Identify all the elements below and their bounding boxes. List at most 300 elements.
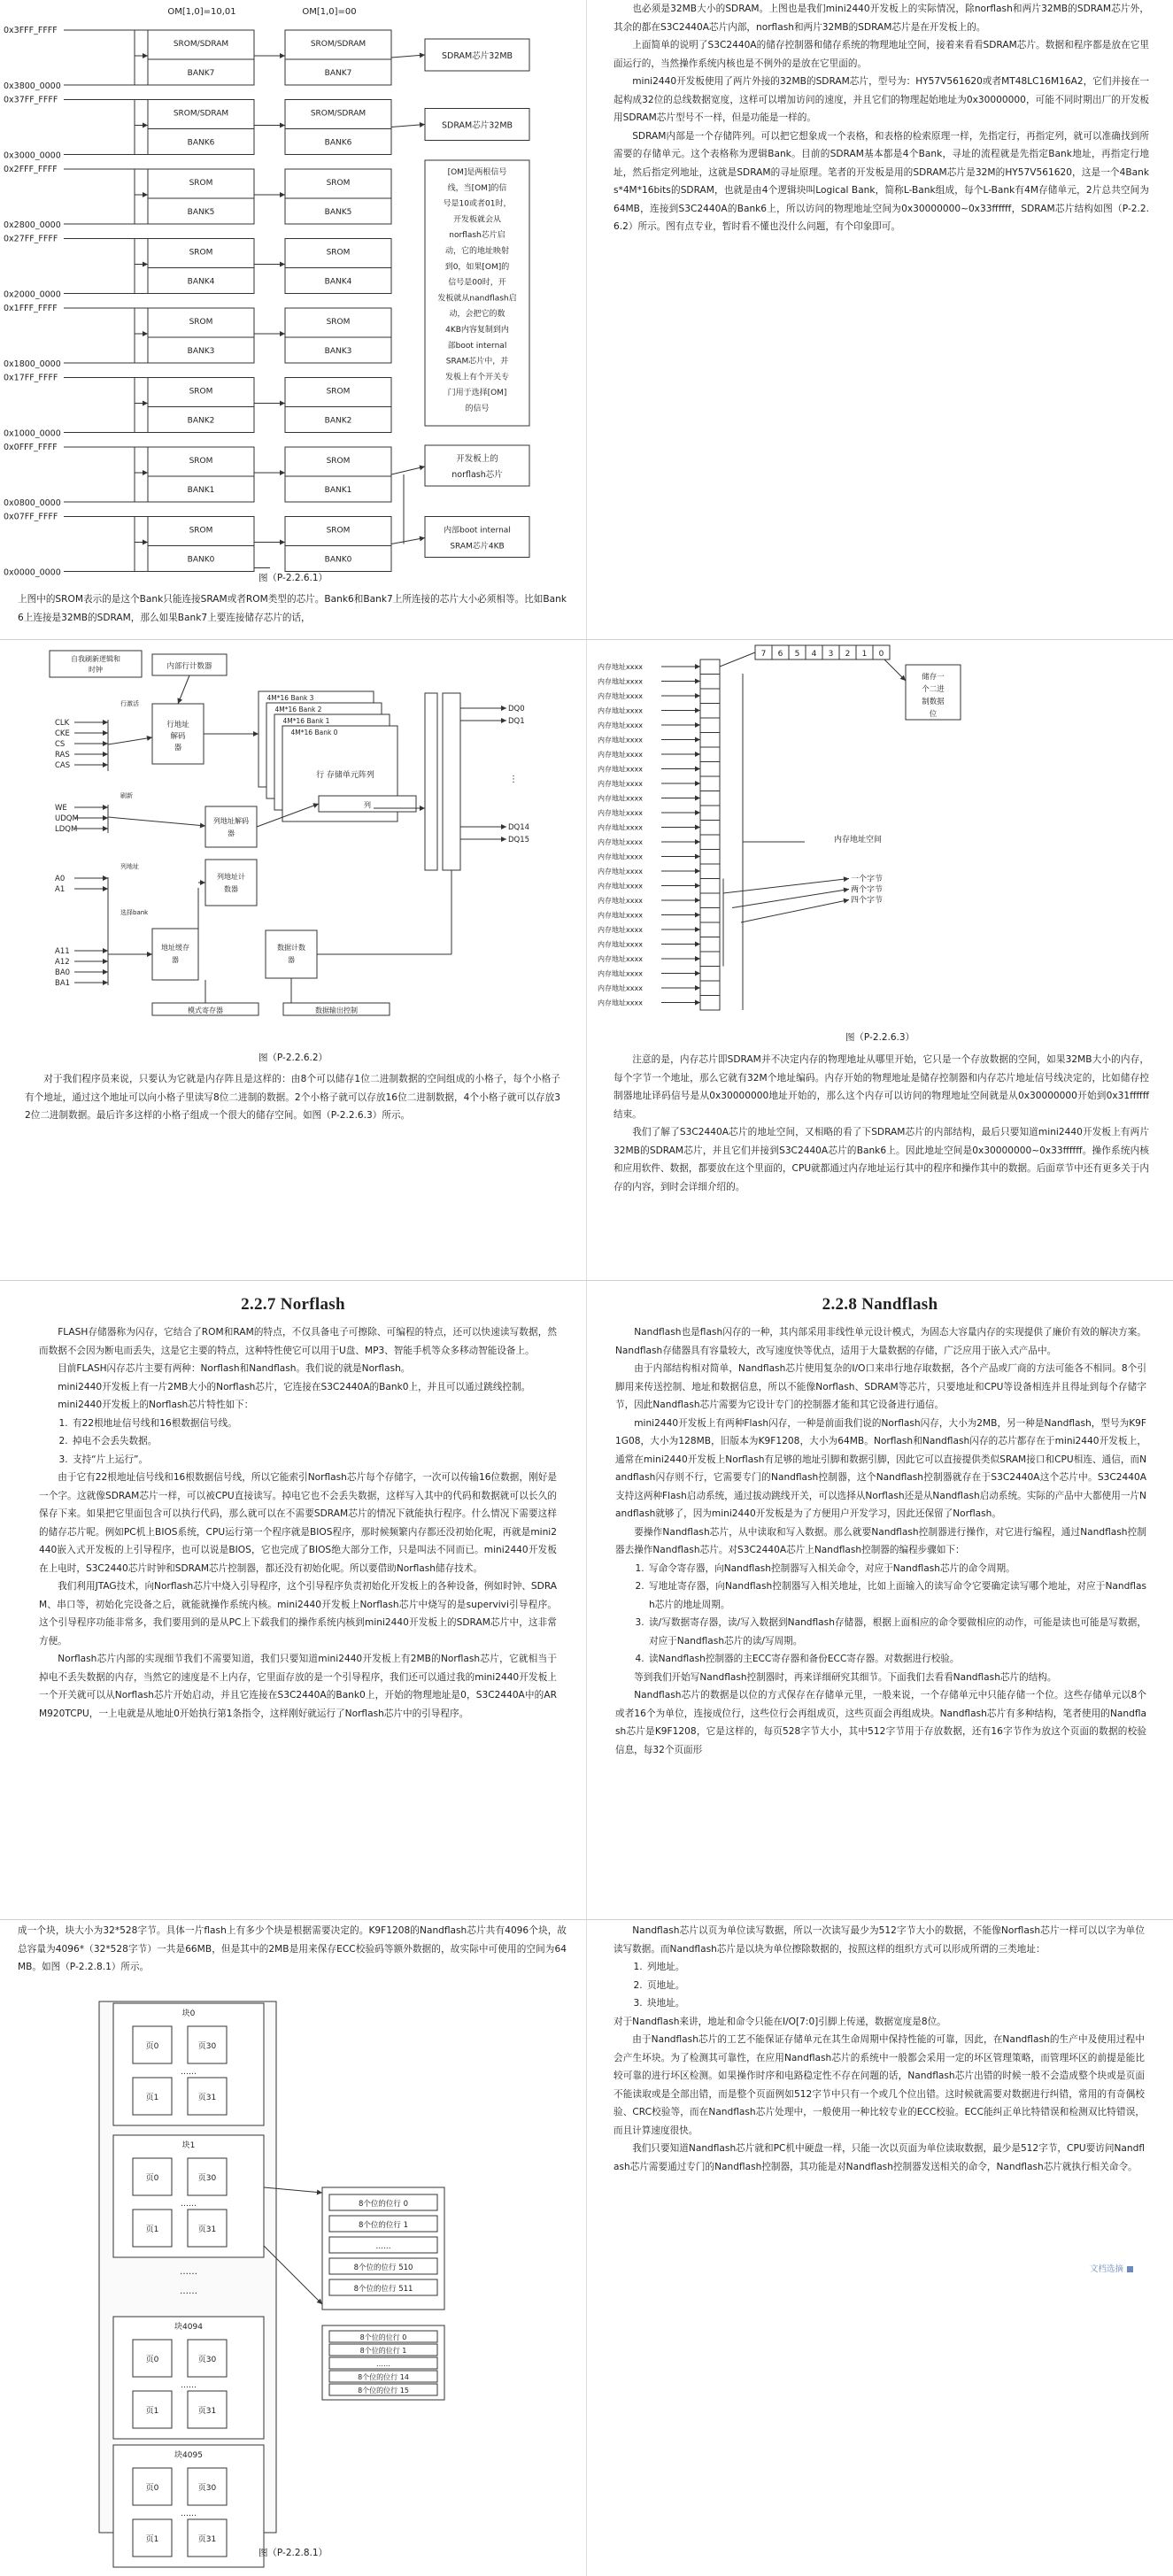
column-decoder-box xyxy=(205,806,257,847)
memory-cell-box xyxy=(700,952,720,967)
document-page-nand-structure xyxy=(0,1920,586,2576)
document-page-memory-cells xyxy=(587,640,1173,1280)
arrow-head xyxy=(103,886,108,891)
body-text xyxy=(615,1323,1146,1759)
bank-name-label: BANK6 xyxy=(324,138,352,148)
document-page-sdram-structure xyxy=(0,640,586,1280)
block-label: 器 xyxy=(174,744,182,752)
memory-address-label: 内存地址xxxx xyxy=(598,736,643,744)
signal-label: LDQM xyxy=(55,825,78,834)
bank-name-label: BANK7 xyxy=(324,69,352,78)
bank-label: 4M*16 Bank 2 xyxy=(274,706,322,713)
dots-label: …… xyxy=(180,2267,197,2277)
arrow-head xyxy=(147,952,152,957)
arrow-head xyxy=(103,826,108,831)
arrow-head xyxy=(695,708,700,713)
small-label: 刷新 xyxy=(120,792,133,799)
byte-label: 两个字节 xyxy=(851,885,884,895)
page-label: 页1 xyxy=(145,2225,159,2234)
paragraph: 我们利用JTAG技术，向Norflash芯片中烧入引导程序，这个引导程序负责初始化开发板上的各种设备，例如时钟、SDRAM、串口等，初始化完设备之后，就能就操作系统内核。mini2440开发板上Norflash芯片中烧写的是supervivi引导程序。这个引导程序功能非常多，我们要用到的是从PC上下载我们的操作系统内核到mini2440开发板上的SDRAM芯片中，这非常方便。 xyxy=(39,1581,557,1647)
memory-cell-box xyxy=(700,967,720,982)
address-space-label: 内存地址空间 xyxy=(833,836,883,845)
bank-name-label: BANK4 xyxy=(324,277,352,287)
page-label: 页31 xyxy=(197,2407,217,2416)
sdram-chip-label: SDRAM芯片32MB xyxy=(441,51,513,61)
arrow-head xyxy=(695,942,700,947)
list-item: 2. 页地址。 xyxy=(645,1977,1145,1995)
arrow-head xyxy=(695,971,700,976)
bit-label: 6 xyxy=(777,650,783,659)
body-text xyxy=(614,1922,1145,2176)
memory-address-label: 内存地址xxxx xyxy=(598,721,643,729)
signal-label: CS xyxy=(55,740,66,749)
arrow-head xyxy=(844,876,849,882)
memory-cell-box xyxy=(700,879,720,894)
bit-row-label: 8个位的位行 1 xyxy=(358,2221,409,2230)
memory-cell-box xyxy=(700,850,720,865)
om-note-line: 发板上有个开关专 xyxy=(444,373,510,382)
bit-note-line: 储存一 xyxy=(922,673,945,682)
signal-label: CAS xyxy=(55,761,71,770)
page-label: 页1 xyxy=(145,2407,159,2416)
memory-cell-box xyxy=(700,821,720,836)
bank-name-label: BANK5 xyxy=(187,208,215,217)
page-label: 页30 xyxy=(197,2484,217,2493)
paragraph: Nandflash也是flash闪存的一种，其内部采用非线性单元设计模式，为固态大容量内存的实现提供了廉价有效的解决方案。Nandflash存储器具有容量较大，改写速度快等优点，适用于大量数据的存储，广泛应用于嵌入式产品中。 xyxy=(615,1327,1146,1356)
signal-label: BA1 xyxy=(55,979,71,988)
list-item: 3. 读/写数据寄存器，读/写入数据到Nandflash存储器，根据上面相应的命令要做相应的动作，可能是读也可能是写数据，对应于Nandflash芯片的读/写周期。 xyxy=(647,1614,1146,1650)
block-label: 数据输出控制 xyxy=(315,1006,358,1014)
bank-name-label: BANK2 xyxy=(324,416,352,426)
block-label: 列地址计 xyxy=(217,873,245,881)
list-item: 1. 写命令寄存器，向Nandflash控制器写入相关命令，对应于Nandflash芯片的命令周期。 xyxy=(647,1560,1146,1578)
om-note-line: 的信号 xyxy=(465,405,490,413)
bit-row-label: 8个位的位行 511 xyxy=(353,2285,413,2294)
bank-type-label: SROM xyxy=(189,248,213,258)
body-text xyxy=(25,1070,560,1125)
signal-label: CKE xyxy=(55,729,70,738)
arrow-head xyxy=(143,262,148,267)
arrow-head xyxy=(280,192,285,197)
norflash-box xyxy=(425,445,529,486)
output-label: DQ14 xyxy=(508,823,530,832)
block-label: 器 xyxy=(172,956,179,964)
list-item: 4. 读Nandflash控制器的主ECC寄存器和备份ECC寄存器。对数据进行校验。 xyxy=(647,1650,1146,1669)
page-label: 页30 xyxy=(197,2356,217,2364)
arrow-head xyxy=(695,913,700,918)
io-buffer-box xyxy=(443,693,460,870)
memory-cell-box xyxy=(700,791,720,806)
paragraph: Nandflash芯片的数据是以位的方式保存在存储单元里，一般来说，一个存储单元中只能存储一个位。这些存储单元以8个或者16个为单位，连接成位行，这些位行会再组成页，这些页面会再组成块。Nandflash芯片有多种结构，笔者使用的Nandflash芯片是K9F1208，它是这样的，每页528字节大小，其中512字节用于存放数据，还有16字节作为放这个页面的数据的校验信息，每32个页面形 xyxy=(615,1690,1146,1755)
paragraph: SDRAM内部是一个存储阵列。可以把它想象成一个表格，和表格的检索原理一样，先指定行，再指定列，就可以准确找到所需要的存储单元。这个表格称为逻辑Bank。目前的SDRAM基本都是4个Bank，寻址的流程就是先指定Bank地址，再指定行地址，然后指定列地址，这就是SDRAM的寻址原理。笔者的开发板是用的SDRAM芯片是32M的HY57V561620，这是一个4Banks*4M*16bits的SDRAM，也就是由4个逻辑块叫Logical Bank，简称L-Bank组成，每个L-Bank有4M存储单元，2片总共空间为64MB，连接到S3C2440A的Bank6上，所以访问的物理地址空间为0x30000000~0x33ffffff，SDRAM芯片结构如图（P-2.2.6.2）所示。图有点专业，暂时看不懂也没什么问题，有个印象即可。 xyxy=(614,130,1149,232)
list-item: 1. 列地址。 xyxy=(645,1958,1145,1977)
arrow-head xyxy=(695,883,700,889)
om-note-line: norflash芯片启 xyxy=(449,231,505,241)
arrow-head xyxy=(695,985,700,991)
paragraph: mini2440开发板上的Norflash芯片特性如下： xyxy=(58,1400,254,1410)
bank-type-label: SROM xyxy=(326,248,351,258)
document-page-nandflash xyxy=(587,1281,1173,1919)
bank-type-label: SROM/SDRAM xyxy=(173,109,229,119)
arrow-head xyxy=(695,796,700,801)
om-header-left: OM[1,0]=10,01 xyxy=(167,7,236,17)
paragraph: 对于我们程序员来说，只要认为它就是内存阵且是这样的：由8个可以储存1位二进制数据的空间组成的小格子，每个小格子有个地址，通过这个地址可以向小格子里读写8位二进制的数据。2个小格子就可以存放16位二进制数据，4个小格子就可以存放32位二进制数据。最后许多这样的小格子组成一个很大的储存空间。如图（P-2.2.6.3）所示。 xyxy=(25,1074,560,1121)
memory-cell-box xyxy=(700,762,720,777)
memory-cell-box xyxy=(700,981,720,996)
column-label: 列 xyxy=(364,801,371,809)
page-label: 页31 xyxy=(197,2094,217,2102)
memory-address-label: 内存地址xxxx xyxy=(598,984,643,992)
list-item: 3. 块地址。 xyxy=(645,1994,1145,2013)
arrow-head xyxy=(420,52,425,58)
memory-address-label: 内存地址xxxx xyxy=(598,897,643,905)
bank-name-label: BANK0 xyxy=(187,555,215,565)
bank-label: 4M*16 Bank 3 xyxy=(266,694,314,702)
arrow-head xyxy=(280,331,285,336)
bit-note-line: 制数据 xyxy=(922,698,945,706)
om-note-line: 动，会把它的数 xyxy=(449,310,505,320)
dots-label: ⋮ xyxy=(509,775,518,784)
paragraph: 我们只要知道Nandflash芯片就和PC机中硬盘一样，只能一次以页面为单位读取数据，最少是512字节，CPU要访问Nandflash芯片需要通过专门的Nandflash控制器，其功能是对Nandflash控制器发送相关的命令，Nandflash芯片就执行相关命令。 xyxy=(614,2143,1145,2172)
norflash-label: 开发板上的 xyxy=(456,454,498,464)
om-note-line: 4KB内容复制到内 xyxy=(445,326,509,335)
body-text xyxy=(614,1051,1149,1196)
arrow-head xyxy=(695,898,700,903)
body-text xyxy=(39,1323,557,1723)
memory-address-label: 内存地址xxxx xyxy=(598,809,643,817)
arrow-head xyxy=(143,123,148,128)
address-top-label: 0x3FFF_FFFF xyxy=(4,26,58,35)
internal-sram-label: SRAM芯片4KB xyxy=(450,542,505,551)
om-note-line: 线，当[OM]的信 xyxy=(447,183,507,193)
arrow-head xyxy=(501,824,506,829)
bank-type-label: SROM xyxy=(326,318,351,327)
memory-address-label: 内存地址xxxx xyxy=(598,692,643,700)
bit-row-label: 8个位的位行 15 xyxy=(358,2387,409,2395)
small-label: 行激活 xyxy=(120,700,139,707)
memory-address-label: 内存地址xxxx xyxy=(598,823,643,832)
dots-label: …… xyxy=(180,2287,197,2296)
memory-cell-box xyxy=(700,689,720,704)
column-counter-box xyxy=(205,860,257,906)
signal-label: RAS xyxy=(55,751,70,760)
memory-address-label: 内存地址xxxx xyxy=(598,838,643,846)
memory-address-label: 内存地址xxxx xyxy=(598,882,643,891)
page-label: 页31 xyxy=(197,2535,217,2544)
paragraph: 注意的是，内存芯片即SDRAM并不决定内存的物理地址从哪里开始，它只是一个存放数据的空间，如果32MB大小的内存，每个字节一个地址，那么它就有32M个地址编码。内存开始的物理地址是储存控制器和内存芯片地址信号线决定的，比如储存控制器地址译码信号是从0x30000000地址开始的，那么这个内存可以访问的物理地址空间就是从0x30000000开始到0x31ffffff结束。 xyxy=(614,1054,1149,1120)
arrow-head xyxy=(103,720,108,725)
memory-cell-box xyxy=(700,937,720,953)
arrow-head xyxy=(200,822,205,828)
bit-label: 3 xyxy=(828,650,834,659)
arrow-head xyxy=(501,706,506,711)
block-label: 行地址 xyxy=(166,721,189,729)
arrow-head xyxy=(695,722,700,728)
nand-structure-diagram xyxy=(0,1998,586,2544)
memory-cell-box xyxy=(700,747,720,762)
paragraph: 要操作Nandflash芯片，从中读取和写入数据。那么就要Nandflash控制器进行操作，对它进行编程，通过Nandflash控制器去操作Nandflash芯片。对S3C2440A芯片上Nandflash控制器的编程步骤如下： xyxy=(615,1526,1146,1555)
arrow-head xyxy=(103,730,108,736)
om-note-line: 号是10或者01时， xyxy=(443,199,512,209)
bit-label: 0 xyxy=(878,650,884,659)
bit-label: 1 xyxy=(861,650,868,659)
paragraph: 目前FLASH闪存芯片主要有两种：Norflash和Nandflash。我们说的就是Norflash。 xyxy=(58,1363,411,1374)
bit-row-label: 8个位的位行 0 xyxy=(358,2200,409,2209)
arrow-head xyxy=(501,718,506,723)
memory-address-label: 内存地址xxxx xyxy=(598,677,643,686)
om-note-line: 动，它的地址映射 xyxy=(444,247,510,256)
arrow-head xyxy=(103,805,108,810)
address-bottom-label: 0x1000_0000 xyxy=(4,428,61,439)
arrow-head xyxy=(695,737,700,743)
memory-address-label: 内存地址xxxx xyxy=(598,999,643,1007)
bit-row-label: …… xyxy=(376,2360,390,2368)
memory-cell-box xyxy=(700,908,720,923)
dots-label: …… xyxy=(181,2068,197,2077)
signal-label: A12 xyxy=(55,958,70,967)
address-top-label: 0x27FF_FFFF xyxy=(4,234,58,244)
arrow-head xyxy=(253,731,259,737)
signal-label: A1 xyxy=(55,885,66,894)
page-label: 页1 xyxy=(145,2535,159,2544)
array-label: 行 存储单元阵列 xyxy=(316,771,374,780)
address-top-label: 0x37FF_FFFF xyxy=(4,95,58,105)
io-buffer-box xyxy=(425,693,437,870)
body-text: 成一个块，块大小为32*528字节。具体一片flash上有多少个块是根据需要决定的。K9F1208的Nandflash芯片共有4096个块，故总容量为4096*（32*528字节）一共是66MB，但是其中的2MB是用来保存ECC校验码等额外数据的，故实际中可使用的空间为64MB。如图（P-2.2.8.1）所示。 xyxy=(18,1925,567,1972)
memory-cell-box xyxy=(700,864,720,879)
paragraph: 由于它有22根地址信号线和16根数据信号线，所以它能索引Norflash芯片每个存储字，一次可以传输16位数据，刚好是一个字。这就像SDRAM芯片一样，可以被CPU直接读写。掉电它也不会丢失数据，这样写入其中的代码和数据就可以长久的保存下来。如果把它里面包含可以执行代码，那么就可以在不需要SDRAM芯片的情况下就能执行程序。什么情况下需要这样的储存芯片呢。例如PC机上BIOS系统，CPU运行第一个程序就是BIOS程序，那时候频繁内存都还没初始化呢，再就是mini2440嵌入式开发板的上引导程序，也可以说是BIOS，它也完成了BIOS绝大部分工作，只是叫法不同而已。mini2440开发板在上电时，S3C2440芯片时钟和SDRAM芯片控制器，都还没有初始化呢。所以要借助Norflash储存技术。 xyxy=(39,1472,557,1574)
bit-row-label: 8个位的位行 0 xyxy=(359,2333,407,2341)
block-label: 内部行计数器 xyxy=(166,662,212,671)
page-label: 页30 xyxy=(197,2174,217,2183)
address-bottom-label: 0x0000_0000 xyxy=(4,567,61,578)
arrow-head xyxy=(280,540,285,545)
bank-name-label: BANK3 xyxy=(187,347,215,356)
bank-label: 4M*16 Bank 0 xyxy=(290,729,338,737)
memory-address-label: 内存地址xxxx xyxy=(598,765,643,774)
list-item: 2. 写地址寄存器，向Nandflash控制器写入相关地址，比如上面输入的读写命令它要确定读写哪个地址，对应于Nandflash芯片的地址周期。 xyxy=(647,1577,1146,1614)
list-item: 2. 掉电不会丢失数据。 xyxy=(71,1432,557,1451)
bit-label: 7 xyxy=(760,650,767,659)
arrow-head xyxy=(280,53,285,58)
om-note-line: 部boot internal xyxy=(447,341,507,351)
bank-type-label: SROM xyxy=(326,526,351,536)
bit-note-line: 个二进 xyxy=(922,685,945,694)
dots-label: …… xyxy=(181,2200,197,2209)
bank-name-label: BANK2 xyxy=(187,416,215,426)
memory-address-label: 内存地址xxxx xyxy=(598,955,643,963)
memory-address-label: 内存地址xxxx xyxy=(598,663,643,671)
byte-arrow xyxy=(732,890,849,908)
memory-address-label: 内存地址xxxx xyxy=(598,926,643,934)
bank-type-label: SROM xyxy=(189,179,213,188)
arrow-head xyxy=(501,837,506,842)
arrow-head xyxy=(280,401,285,406)
block-label: 地址缓存 xyxy=(161,944,189,952)
paragraph: 也必须是32MB大小的SDRAM。上图也是我们mini2440开发板上的实际情况，除norflash和两片32MB的SDRAM芯片外，其余的都在S3C2440A芯片内部，norflash和两片32MB的SDRAM芯片是在开发板上的。 xyxy=(614,4,1149,33)
page-label: 页0 xyxy=(145,2356,159,2364)
figure-caption: 图（P-2.2.6.1） xyxy=(258,573,328,583)
memory-cell-box xyxy=(700,675,720,690)
address-top-label: 0x2FFF_FFFF xyxy=(4,165,58,174)
block-label: 器 xyxy=(228,829,235,837)
arrow-head xyxy=(695,868,700,874)
block-label: 块4094 xyxy=(174,2323,203,2332)
document-page-norflash xyxy=(0,1281,586,1919)
figure-caption: 图（P-2.2.8.1） xyxy=(258,2548,328,2558)
body-text: 上图中的SROM表示的是这个Bank只能连接SRAM或者ROM类型的芯片。Bank6和Bank7上所连接的芯片大小必须相等。比如Bank6上连接是32MB的SDRAM，那么如果Bank7上要连接储存芯片的话， xyxy=(18,594,567,623)
signal-label: BA0 xyxy=(55,968,71,977)
bus-arrow xyxy=(108,737,152,744)
om-note-line: 信号是00时，开 xyxy=(448,278,506,288)
arrow-head xyxy=(695,781,700,786)
page-label: 页0 xyxy=(145,2042,159,2051)
arrow-head xyxy=(695,825,700,830)
block-label: 块4095 xyxy=(174,2451,203,2460)
arrow-head xyxy=(695,679,700,684)
block-label: 块0 xyxy=(181,2009,196,2018)
memory-address-label: 内存地址xxxx xyxy=(598,969,643,978)
memory-address-label: 内存地址xxxx xyxy=(598,852,643,861)
bank-type-label: SROM xyxy=(189,526,213,536)
arrow-head xyxy=(103,752,108,757)
paragraph: 由于Nandflash芯片的工艺不能保证存储单元在其生命周期中保持性能的可靠，因此，在Nandflash的生产中及使用过程中会产生坏块。为了检测其可靠性，在应用Nandflash芯片的系统中一般都会采用一定的坏区管理策略，而管理坏区的前提是能比较可靠的进行坏区检测。如果操作时序和电路稳定性不存在问题的话，Nandflash芯片出错的时候一般不会造成整个块或是页面不能读取或是全部出错，而是整个页面例如512字节中只有一个或几个位出错。这时候就需要对数据进行纠错，常用的有奇偶校验、CRC校验等，而在Nandflash芯片处理中，一般使用一种比较专业的ECC校验。ECC能纠正单比特错误和检测双比特错误，而且计算速度很快。 xyxy=(614,2034,1145,2136)
om-note-line: [OM]是两根信号 xyxy=(447,168,507,177)
section-title: 2.2.8 Nandflash xyxy=(822,1295,938,1314)
list-item: 3. 支持“片上运行”。 xyxy=(71,1451,557,1469)
signal-label: UDQM xyxy=(55,814,79,823)
body-text xyxy=(614,0,1149,236)
arrow-head xyxy=(143,401,148,406)
byte-label: 四个字节 xyxy=(851,896,884,906)
memory-cell-box xyxy=(700,893,720,908)
signal-label: A0 xyxy=(55,875,66,883)
arrow-head xyxy=(695,752,700,757)
page-label: 页1 xyxy=(145,2094,159,2102)
paragraph: mini2440开发板使用了两片外接的32MB的SDRAM芯片，型号为：HY57V561620或者MT48LC16M16A2，它们并接在一起构成32位的总线数据宽度，这样可以增加访问的速度，并且它们的物理起始地址为0x30000000，可能不同时期出厂的开发板用SDRAM芯片型号不一样，但是功能是一样的。 xyxy=(614,76,1149,123)
small-label: 列地址 xyxy=(120,863,139,870)
arrow-head xyxy=(695,1000,700,1006)
memory-address-label: 内存地址xxxx xyxy=(598,706,643,715)
memory-cell-box xyxy=(700,659,720,675)
arrow-head xyxy=(420,806,425,811)
connector-line xyxy=(720,652,755,667)
page-label: 页0 xyxy=(145,2174,159,2183)
bank-name-label: BANK0 xyxy=(324,555,352,565)
address-top-label: 0x0FFF_FFFF xyxy=(4,443,58,452)
memory-cell-box xyxy=(700,996,720,1011)
output-label: DQ15 xyxy=(508,836,530,845)
arrow-head xyxy=(103,980,108,985)
arrow-head xyxy=(695,839,700,845)
om-note-line: 发板就从nandflash启 xyxy=(437,294,517,304)
paragraph: 上面简单的说明了S3C2440A的储存控制器和储存系统的物理地址空间，接着来看看SDRAM芯片。数据和程序都是放在它里面运行的，当然操作系统内核也是不例外的是放在它里面的。 xyxy=(614,40,1149,69)
bit-row-label: 8个位的位行 510 xyxy=(353,2264,413,2272)
memory-address-label: 内存地址xxxx xyxy=(598,911,643,920)
address-latch-box xyxy=(152,929,198,980)
paragraph: 对于Nandflash来讲，地址和命令只能在I/O[7:0]引脚上传递，数据宽度是8位。 xyxy=(614,2016,946,2027)
page-label: 页30 xyxy=(197,2042,217,2051)
list-item: 1. 有22根地址信号线和16根数据信号线。 xyxy=(71,1415,557,1433)
paragraph: 我们了解了S3C2440A芯片的地址空间，又相略的看了下SDRAM芯片的内部结构，最后只要知道mini2440开发板上有两片32MB的SDRAM芯片，并且它们并接到S3C2440A芯片的Bank6上。因此地址空间是0x30000000~0x33ffffff。操作系统内核和应用软件、数据，都要放在这个里面的，CPU就都通过内存地址运行其中的程序和操作其中的数据。后面章节中还有更多关于内存的内容，到时会详细介绍的。 xyxy=(614,1127,1149,1192)
address-top-label: 0x07FF_FFFF xyxy=(4,512,58,522)
paragraph: Nandflash芯片以页为单位读写数据，所以一次读写最少为512字节大小的数据，不能像Norflash芯片一样可以以字为单位读写数据。而Nandflash芯片是以块为单位擦除数据的，按照这样的组织方式可以形成所谓的三类地址： xyxy=(614,1925,1145,1955)
internal-sram-box xyxy=(425,517,529,558)
om-note-line: 开发板就会从 xyxy=(452,215,502,225)
arrow-head xyxy=(695,927,700,932)
arrow-head xyxy=(143,331,148,336)
arrow-head xyxy=(420,536,425,542)
bus-arrow xyxy=(108,817,205,826)
address-top-label: 0x17FF_FFFF xyxy=(4,373,58,383)
memory-cell-box xyxy=(700,704,720,719)
arrow-head xyxy=(143,192,148,197)
arrow-head xyxy=(103,815,108,821)
numbered-list xyxy=(645,1958,1145,2013)
internal-sram-label: 内部boot internal xyxy=(444,526,511,536)
dots-label: …… xyxy=(181,2381,197,2390)
block-label: 数据计数 xyxy=(277,944,305,952)
bit-label: 5 xyxy=(794,650,800,659)
bank-type-label: SROM xyxy=(189,318,213,327)
arrow-head xyxy=(420,122,425,127)
block-label: 器 xyxy=(288,956,295,964)
arrow-head xyxy=(103,969,108,975)
memory-cell-box xyxy=(700,733,720,748)
arrow-head xyxy=(317,2189,322,2194)
paragraph: 等到我们开始写Nandflash控制器时，再来详细研究其细节。下面我们去看看Nandflash芯片的结构。 xyxy=(634,1671,1057,1683)
memory-address-label: 内存地址xxxx xyxy=(598,794,643,803)
om-note-line: 门用于选择[OM] xyxy=(447,389,507,398)
norflash-label: norflash芯片 xyxy=(451,470,503,480)
bank-type-label: SROM xyxy=(189,457,213,466)
bank-name-label: BANK5 xyxy=(324,208,352,217)
arrow-head xyxy=(695,956,700,961)
address-bottom-label: 0x0800_0000 xyxy=(4,498,61,508)
arrow-head xyxy=(695,854,700,860)
bit-label: 4 xyxy=(811,650,817,659)
arrow-head xyxy=(103,741,108,746)
arrow-head xyxy=(280,262,285,267)
arrow-head xyxy=(143,540,148,545)
bit-row-label: …… xyxy=(375,2242,391,2251)
byte-arrow xyxy=(723,879,849,894)
signal-label: A11 xyxy=(55,947,70,956)
watermark-logo: 文档选摘 xyxy=(1090,2262,1133,2274)
document-page-sdram-text xyxy=(587,0,1173,639)
data-counter-box xyxy=(266,930,317,978)
bank-type-label: SROM xyxy=(326,387,351,397)
paragraph: Norflash芯片内部的实现细节我们不需要知道，我们只要知道mini2440开发板上有2MB的Norflash芯片，它就相当于掉电不丢失数据的内存，当然它的速度是不上内存，它里面存放的是一个引导程序，我们还可以通过我的mini2440开发板上一个开关就可以从Norflash芯片开始启动，并且它连接在S3C2440A的Bank0上，开始的物理地址是0，S3C2440A中的ARM920TCPU，一上电就是从地址0开始执行第1条指令，这样刚好就运行了Norflash芯片中的引导程序。 xyxy=(39,1654,557,1719)
bank-name-label: BANK7 xyxy=(187,69,215,78)
arrow-head xyxy=(103,875,108,881)
bit-note-line: 位 xyxy=(929,710,938,719)
byte-arrow xyxy=(741,900,849,923)
arrow-head xyxy=(844,887,849,892)
bank-name-label: BANK3 xyxy=(324,347,352,356)
arrow-head xyxy=(143,53,148,58)
document-page-memory-map xyxy=(0,0,586,639)
logo-square-icon xyxy=(1127,2266,1133,2272)
address-top-label: 0x1FFF_FFFF xyxy=(4,304,58,313)
address-bottom-label: 0x2000_0000 xyxy=(4,289,61,300)
block-label: 块1 xyxy=(181,2141,196,2150)
bank-type-label: SROM xyxy=(326,179,351,188)
bank-name-label: BANK4 xyxy=(187,277,215,287)
om-note-line: SRAM芯片中，并 xyxy=(445,357,509,366)
arrow-head xyxy=(695,693,700,698)
block-label: 数器 xyxy=(224,885,238,893)
